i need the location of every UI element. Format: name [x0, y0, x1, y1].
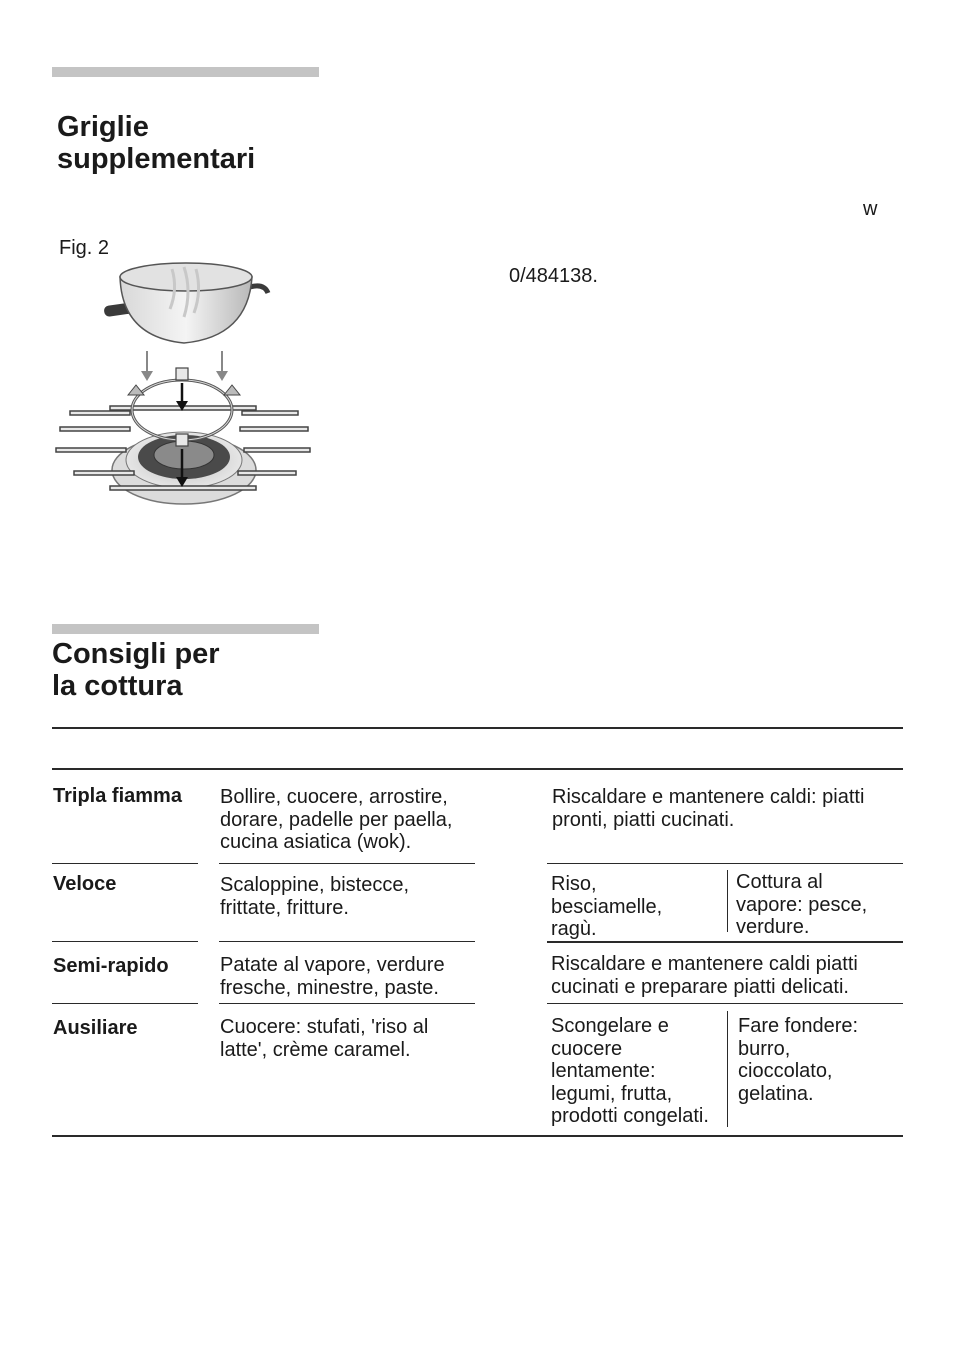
table-cell: Riso, besciamelle, ragù.	[551, 873, 663, 940]
row-divider	[219, 941, 475, 942]
row-divider	[547, 941, 903, 943]
cell-divider	[727, 870, 728, 932]
row-label: Veloce	[53, 873, 117, 895]
title-line: Griglie	[57, 111, 149, 143]
table-cell: Scaloppine, bistecce, frittate, fritture.	[220, 874, 410, 919]
cell-divider	[727, 1011, 728, 1127]
table-cell: Riscaldare e mantenere caldi piatti cucinati e preparare piatti delicati.	[551, 953, 858, 998]
table-cell: Patate al vapore, verdure fresche, minestre, paste.	[220, 954, 445, 999]
row-divider	[52, 863, 198, 864]
row-divider	[52, 941, 198, 942]
row-divider	[547, 863, 903, 864]
row-divider	[547, 1003, 903, 1004]
row-divider	[52, 1003, 198, 1004]
figure-label: Fig. 2	[59, 237, 110, 259]
table-cell: Cottura al vapore: pesce, verdure.	[736, 871, 868, 938]
title-line: la cottura	[52, 670, 183, 702]
row-label: Semi-rapido	[53, 955, 169, 977]
table-cell: Bollire, cuocere, arrostire, dorare, padelle per paella, cucina asiatica (wok).	[220, 786, 453, 853]
title-line: supplementari	[57, 143, 256, 175]
row-divider	[219, 863, 475, 864]
table-bottom-border	[52, 1135, 903, 1137]
table-cell: Riscaldare e mantenere caldi: piatti pronti, piatti cucinati.	[552, 786, 865, 831]
table-cell: Fare fondere: burro, cioccolato, gelatina.	[738, 1015, 859, 1105]
row-divider	[219, 1003, 475, 1004]
row-label: Ausiliare	[53, 1017, 138, 1039]
part-number: 0/484138.	[509, 265, 598, 287]
table-top-border	[52, 768, 903, 770]
table-cell: Cuocere: stufati, 'riso al latte', crème caramel.	[220, 1016, 429, 1061]
stray-letter: w	[863, 198, 878, 220]
table-cell: Scongelare e cuocere lentamente: legumi, frutta, prodotti congelati.	[551, 1015, 709, 1127]
row-label: Tripla fiamma	[53, 785, 182, 807]
title-line: Consigli per	[52, 638, 220, 670]
